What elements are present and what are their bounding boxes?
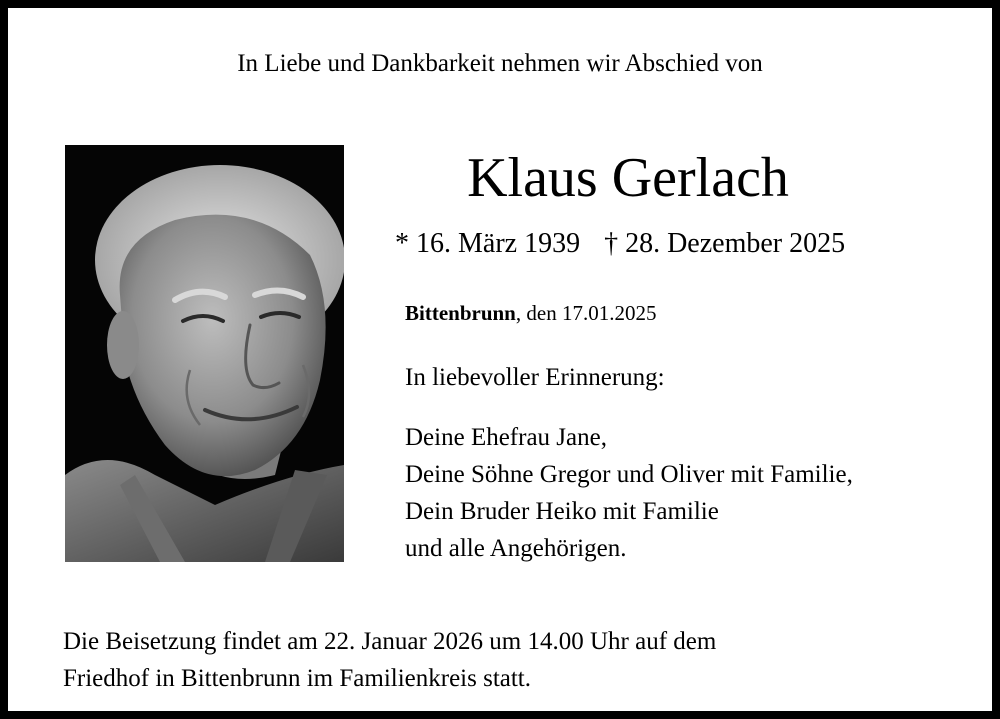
life-dates	[395, 224, 845, 264]
death-date: † 28. Dezember 2025	[604, 228, 846, 259]
birth-date: * 16. März 1939	[395, 228, 581, 259]
mourner-line: Dein Bruder Heiko mit Familie	[405, 498, 719, 525]
portrait-image	[65, 145, 344, 562]
burial-line: Die Beisetzung findet am 22. Januar 2026 um 14.00 Uhr auf dem	[63, 628, 717, 655]
mourner-line: Deine Söhne Gregor und Oliver mit Familie,	[405, 461, 853, 488]
place-date-line	[405, 297, 656, 329]
intro-text: In Liebe und Dankbarkeit nehmen wir Abschied von	[237, 50, 763, 77]
mourner-line: und alle Angehörigen.	[405, 535, 627, 562]
burial-notice	[63, 623, 716, 697]
place-name: Bittenbrunn	[405, 301, 516, 325]
portrait-photo	[65, 145, 344, 562]
deceased-name: Klaus Gerlach	[467, 147, 789, 209]
memory-heading: In liebevoller Erinnerung:	[405, 364, 665, 391]
mourner-line: Deine Ehefrau Jane,	[405, 424, 607, 451]
mourners-list	[405, 419, 853, 567]
notice-date: , den 17.01.2025	[515, 301, 657, 325]
burial-line: Friedhof in Bittenbrunn im Familienkreis statt.	[63, 665, 532, 692]
